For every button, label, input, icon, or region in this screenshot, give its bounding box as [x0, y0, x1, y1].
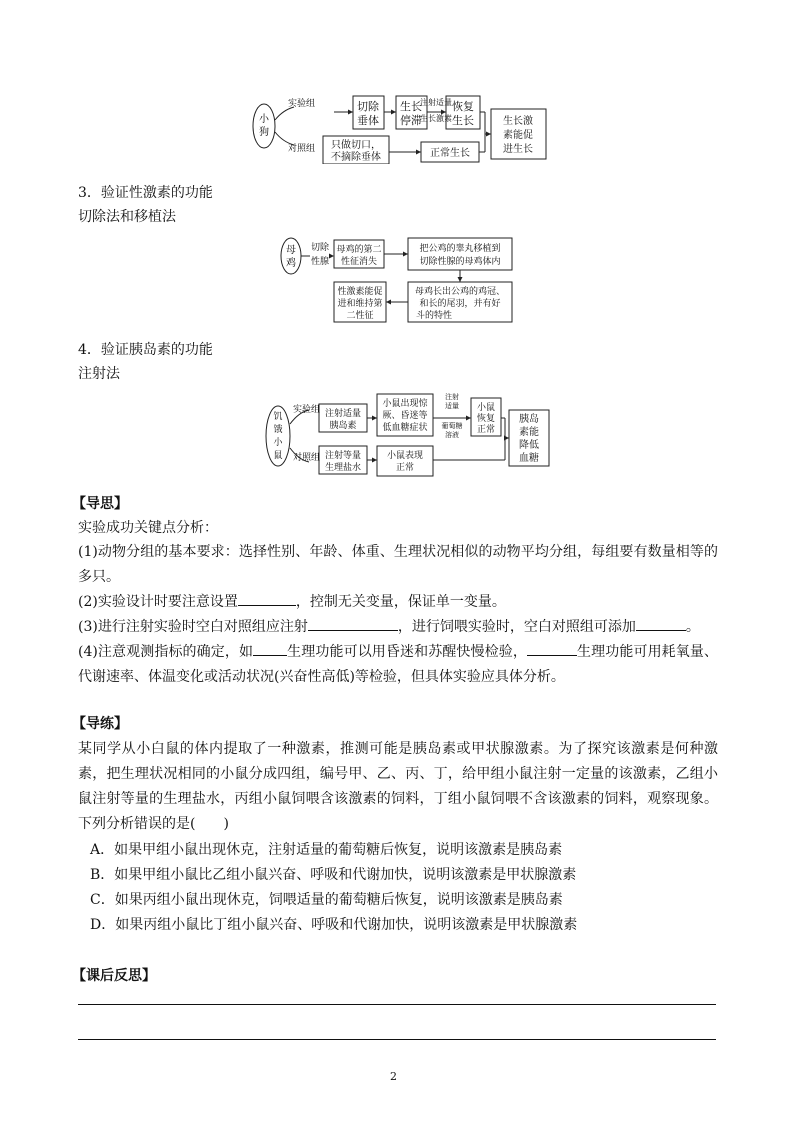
box3-2: 和长的尾羽，并有好: [419, 299, 501, 309]
box-recover-2: 生长: [452, 114, 474, 127]
cut-1: 切除: [310, 243, 330, 253]
box-concl-3: 进生长: [503, 144, 533, 155]
box-saline-2: 生理盐水: [324, 463, 362, 473]
daosi-p4b: 生理功能可以用昏迷和苏醒快慢检验，: [287, 644, 527, 660]
inject-glucose-3: 葡萄糖: [441, 422, 463, 430]
daosi-p3c: 。: [685, 619, 700, 635]
box4-3: 二性征: [346, 311, 374, 321]
daosi-p4: [78, 640, 718, 690]
blank-inject[interactable]: [308, 616, 398, 631]
box-ctrl-normal-2: 正常: [395, 463, 415, 473]
daosi-p2: [78, 590, 718, 615]
box-symptom-3: 低血糖症状: [382, 423, 428, 433]
daosi-heading: 【导思】: [72, 496, 128, 512]
box3-3: 斗的特性: [416, 311, 453, 321]
daosi-intro: 实验成功关键点分析：: [78, 520, 218, 536]
subject3-3: 小: [273, 438, 283, 448]
subject2-2: 鸡: [286, 258, 296, 269]
box-recover3-3: 正常: [476, 425, 496, 435]
growth-hormone-diagram: [250, 92, 550, 164]
option-c[interactable]: C．如果丙组小鼠出现休克，饲喂适量的葡萄糖后恢复，说明该激素是胰岛素: [90, 892, 563, 908]
inject-glucose-4: 溶液: [445, 431, 459, 439]
ctrl-label: 对照组: [288, 144, 316, 154]
sex-hormone-diagram: [276, 234, 516, 328]
daolian-question: 某同学从小白鼠的体内提取了一种激素，推测可能是胰岛素或甲状腺激素。为了探究该激素是何种激素，把生理状况相同的小鼠分成四组，编号甲、乙、丙、丁，给甲组小鼠注射一定量的该激素，乙组小鼠注射等量的生理盐水，丙组小鼠饲喂含该激素的饲料，丁组小鼠饲喂不含该激素的饲料，观察现象。下列分析错误的是( ): [78, 741, 718, 832]
box1-2: 性征消失: [340, 257, 378, 267]
box4-1: 性激素能促: [337, 287, 383, 297]
section3-title: 3．验证性激素的功能: [78, 185, 213, 201]
box2-1: 把公鸡的睾丸移植到: [419, 244, 501, 254]
box-ctrl-normal-1: 小鼠表现: [386, 451, 424, 461]
subject-2: 狗: [259, 127, 269, 138]
box-stop-1: 生长: [400, 100, 422, 113]
daosi-p4c: 生理功能可用耗氧量、代谢速率、体温变化或活动状况(兴奋性高低)等检验，但具体实验应具体分析。: [78, 644, 718, 685]
box-concl3-2: 素能: [519, 427, 539, 438]
box-cut-2: 垂体: [357, 114, 379, 127]
box-symptom-1: 小鼠出现惊: [382, 399, 428, 409]
box-normal: 正常生长: [430, 148, 470, 159]
blank-feed[interactable]: [636, 616, 686, 631]
inject-glucose-2: 适量: [445, 402, 459, 410]
box-ctrl-2: 不摘除垂体: [331, 152, 381, 163]
subject-1: 小: [259, 114, 269, 125]
box-recover-1: 恢复: [452, 100, 474, 113]
section3-method: 切除法和移植法: [78, 209, 176, 225]
box-cut-1: 切除: [357, 100, 379, 113]
option-d[interactable]: D．如果丙组小鼠比丁组小鼠兴奋、呼吸和代谢加快，说明该激素是甲状腺激素: [90, 917, 578, 933]
box2-2: 切除性腺的母鸡体内: [419, 257, 501, 267]
box-recover3-1: 小鼠: [476, 403, 496, 413]
page-number: 2: [390, 1070, 397, 1083]
reflection-line-2[interactable]: [78, 1039, 716, 1040]
box-saline-1: 注射等量: [324, 451, 362, 461]
box-symptom-2: 厥、昏迷等: [382, 411, 428, 421]
daosi-p3a: (3)进行注射实验时空白对照组应注射: [78, 619, 308, 635]
daosi-p3: [78, 615, 718, 640]
subject3-4: 鼠: [273, 451, 283, 461]
kehou-heading: 【课后反思】: [72, 968, 156, 984]
daosi-p4a: (4)注意观测指标的确定，如: [78, 644, 254, 660]
daosi-p1: (1)动物分组的基本要求：选择性别、年龄、体重、生理状况相似的动物平均分组，每组要有数量相等的多只。: [78, 544, 718, 585]
blank-hormone1[interactable]: [253, 641, 287, 656]
section4-title: 4．验证胰岛素的功能: [78, 342, 213, 358]
blank-hormone2[interactable]: [527, 641, 577, 656]
section4-method: 注射法: [78, 366, 120, 382]
box4-2: 进和维持第: [337, 299, 383, 309]
box-concl3-3: 降低: [519, 440, 539, 451]
inject-glucose-1: 注射: [445, 393, 459, 401]
daosi-p2a: (2)实验设计时要注意设置: [78, 594, 238, 610]
box1-1: 母鸡的第二: [336, 245, 382, 255]
inject-2: 生长激素: [420, 114, 452, 123]
inject-1: 注射适量: [420, 98, 452, 107]
reflection-line-1[interactable]: [78, 1004, 716, 1005]
box-stop-2: 停滞: [400, 114, 422, 127]
ctrl-label-3: 对照组: [293, 453, 321, 463]
box-concl3-1: 胰岛: [519, 414, 539, 425]
daosi-p2b: ，控制无关变量，保证单一变量。: [295, 594, 506, 610]
subject2-1: 母: [286, 245, 296, 256]
exp-label-3: 实验组: [293, 405, 321, 415]
box-inject-2: 胰岛素: [329, 421, 357, 431]
subject3-1: 饥: [273, 412, 283, 422]
daosi-p3b: ，进行饲喂实验时，空白对照组可添加: [397, 619, 636, 635]
insulin-diagram: [263, 390, 553, 482]
option-a[interactable]: A．如果甲组小鼠出现休克，注射适量的葡萄糖后恢复，说明该激素是胰岛素: [90, 842, 563, 858]
blank-control[interactable]: [238, 591, 296, 606]
option-b[interactable]: B．如果甲组小鼠比乙组小鼠兴奋、呼吸和代谢加快，说明该激素是甲状腺激素: [90, 867, 577, 883]
box-recover3-2: 恢复: [476, 414, 496, 424]
box-concl-1: 生长激: [503, 116, 533, 127]
exp-label: 实验组: [288, 99, 316, 109]
box-inject-1: 注射适量: [324, 409, 362, 419]
box-concl3-4: 血糖: [519, 453, 539, 464]
cut-2: 性腺: [310, 257, 330, 267]
box-ctrl-1: 只做切口，: [331, 140, 381, 151]
subject3-2: 饿: [273, 425, 283, 435]
box3-1: 母鸡长出公鸡的鸡冠、: [414, 287, 506, 297]
daolian-heading: 【导练】: [72, 716, 128, 732]
box-concl-2: 素能促: [503, 130, 533, 141]
